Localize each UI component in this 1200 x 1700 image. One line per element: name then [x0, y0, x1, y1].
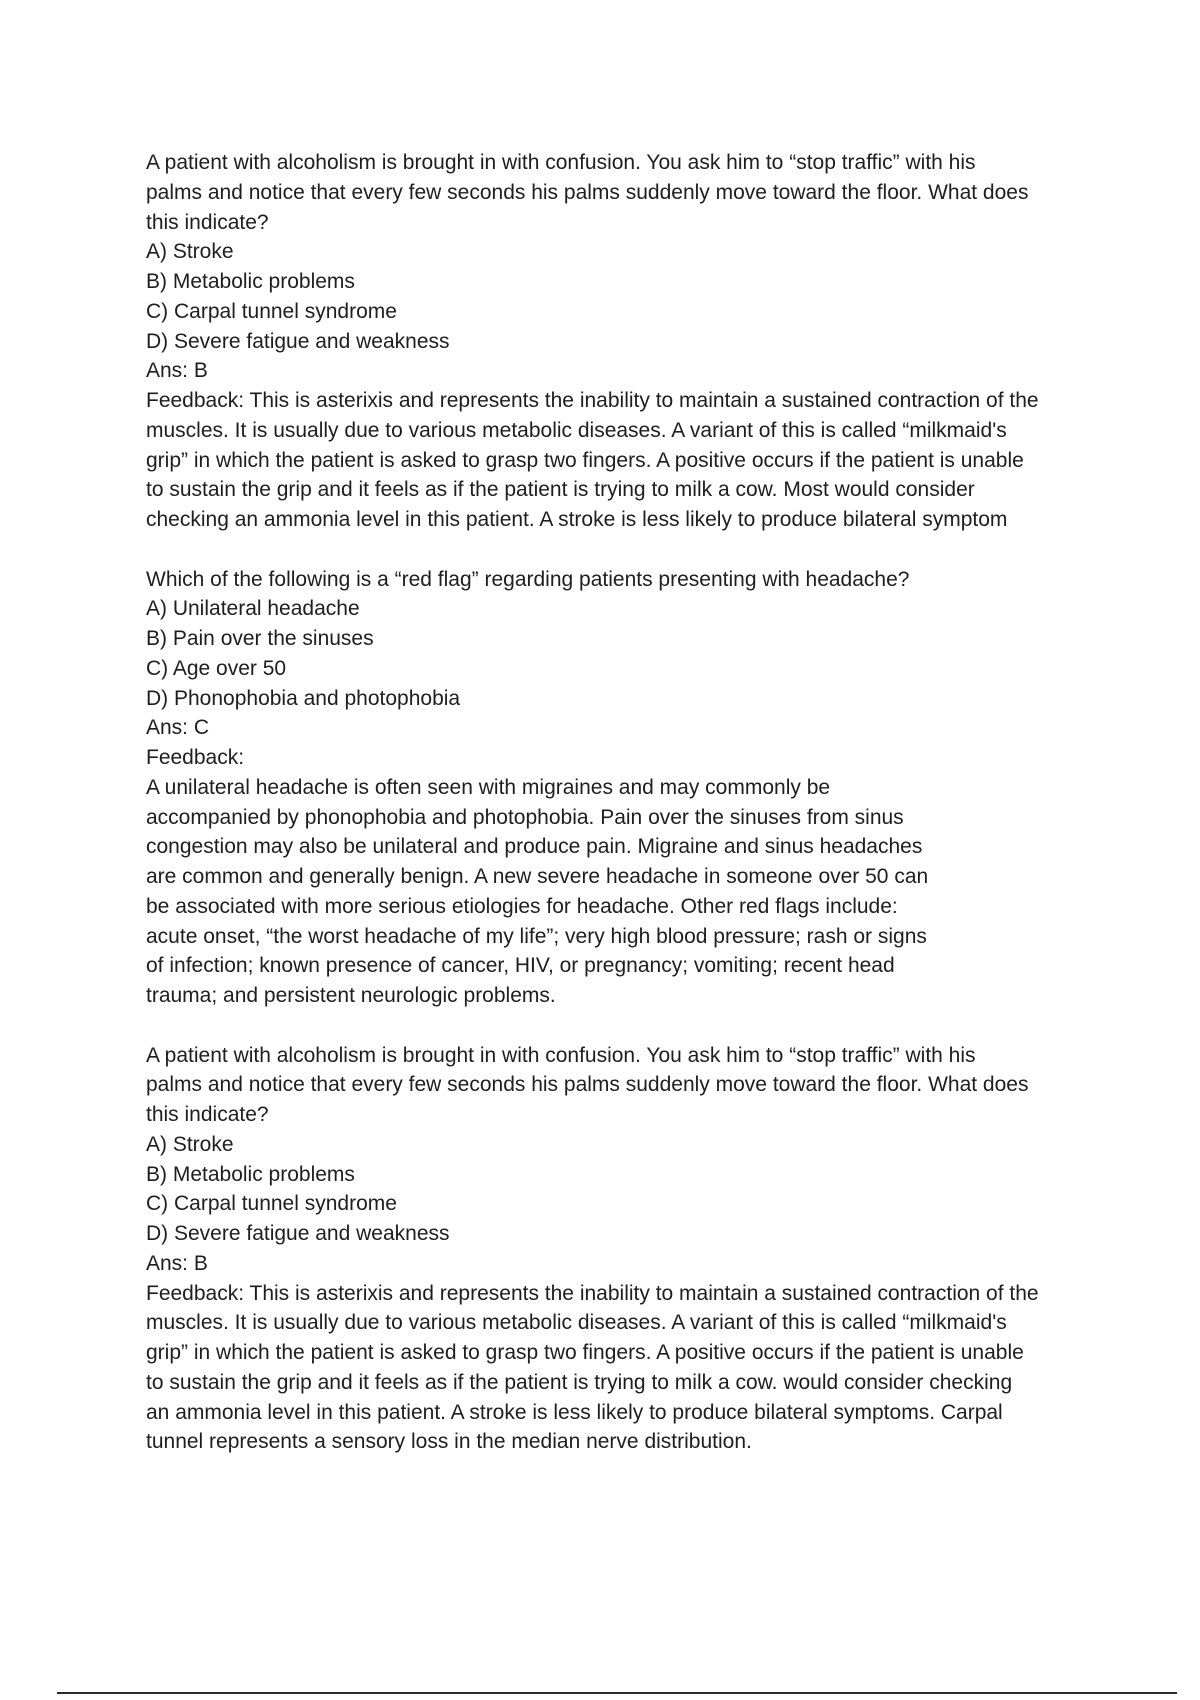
answer-option-b: B) Metabolic problems — [146, 1162, 355, 1186]
feedback-line: be associated with more serious etiologies for headache. Other red flags include: — [146, 894, 898, 918]
answer-key: Ans: B — [146, 359, 208, 383]
feedback-line: Feedback: This is asterixis and represents the inability to maintain a sustained contraction of the — [146, 389, 1039, 412]
question-text-line: this indicate? — [146, 210, 269, 234]
question-text-line: Which of the following is a “red flag” regarding patients presenting with headache? — [146, 567, 910, 591]
feedback-line: Feedback: This is asterixis and represents the inability to maintain a sustained contraction of the — [146, 1281, 1039, 1305]
document-body — [146, 148, 1039, 1487]
feedback-line: muscles. It is usually due to various metabolic diseases. A variant of this is called “milkmaid's — [146, 418, 1007, 442]
feedback-line: of infection; known presence of cancer, HIV, or pregnancy; vomiting; recent head — [146, 954, 895, 978]
feedback-line: to sustain the grip and it feels as if the patient is trying to milk a cow. would consider checking — [146, 1370, 1013, 1394]
feedback-line: congestion may also be unilateral and produce pain. Migraine and sinus headaches — [146, 835, 923, 859]
feedback-line: acute onset, “the worst headache of my life”; very high blood pressure; rash or signs — [146, 924, 927, 948]
answer-key: Ans: C — [146, 716, 210, 740]
feedback-line: to sustain the grip and it feels as if the patient is trying to milk a cow. Most would consider — [146, 478, 975, 502]
answer-option-d: D) Severe fatigue and weakness — [146, 329, 450, 353]
answer-option-c: C) Carpal tunnel syndrome — [146, 299, 397, 323]
answer-option-c: C) Carpal tunnel syndrome — [146, 1192, 397, 1216]
feedback-line: accompanied by phonophobia and photophobia. Pain over the sinuses from sinus — [146, 805, 904, 829]
feedback-line: tunnel represents a sensory loss in the median nerve distribution. — [146, 1430, 752, 1454]
answer-option-b: B) Pain over the sinuses — [146, 627, 374, 650]
answer-option-b: B) Metabolic problems — [146, 270, 355, 293]
answer-option-d: D) Phonophobia and photophobia — [146, 686, 461, 710]
answer-option-a: A) Stroke — [146, 1132, 234, 1156]
feedback-line: trauma; and persistent neurologic problems. — [146, 984, 556, 1007]
question-text-line: this indicate? — [146, 1103, 269, 1126]
question-text-line: palms and notice that every few seconds his palms suddenly move toward the floor. What does — [146, 1073, 1029, 1097]
feedback-line: grip” in which the patient is asked to grasp two fingers. A positive occurs if the patient is unable — [146, 448, 1024, 472]
answer-option-a: A) Unilateral headache — [146, 597, 360, 621]
feedback-line: muscles. It is usually due to various metabolic diseases. A variant of this is called “milkmaid's — [146, 1311, 1007, 1335]
question-text-line: A patient with alcoholism is brought in with confusion. You ask him to “stop traffic” with his — [146, 151, 976, 174]
feedback-line: checking an ammonia level in this patient. A stroke is less likely to produce bilateral symptom — [146, 508, 1008, 531]
feedback-line: A unilateral headache is often seen with migraines and may commonly be — [146, 775, 831, 799]
feedback-line: grip” in which the patient is asked to grasp two fingers. A positive occurs if the patient is unable — [146, 1341, 1024, 1364]
answer-key: Ans: B — [146, 1251, 208, 1275]
question-text-line: palms and notice that every few seconds his palms suddenly move toward the floor. What does — [146, 180, 1029, 204]
feedback-line: are common and generally benign. A new severe headache in someone over 50 can — [146, 865, 929, 888]
answer-option-d: D) Severe fatigue and weakness — [146, 1222, 450, 1245]
question-block-2 — [146, 565, 1039, 1011]
question-block-3 — [146, 1041, 1039, 1458]
feedback-label: Feedback: — [146, 746, 245, 769]
question-block-1 — [146, 148, 1039, 535]
answer-option-c: C) Age over 50 — [146, 656, 287, 680]
question-text-line: A patient with alcoholism is brought in with confusion. You ask him to “stop traffic” with his — [146, 1043, 976, 1067]
footer-rule — [57, 1692, 1177, 1694]
answer-option-a: A) Stroke — [146, 240, 234, 264]
feedback-line: an ammonia level in this patient. A stroke is less likely to produce bilateral symptoms. Carpal — [146, 1400, 1003, 1424]
